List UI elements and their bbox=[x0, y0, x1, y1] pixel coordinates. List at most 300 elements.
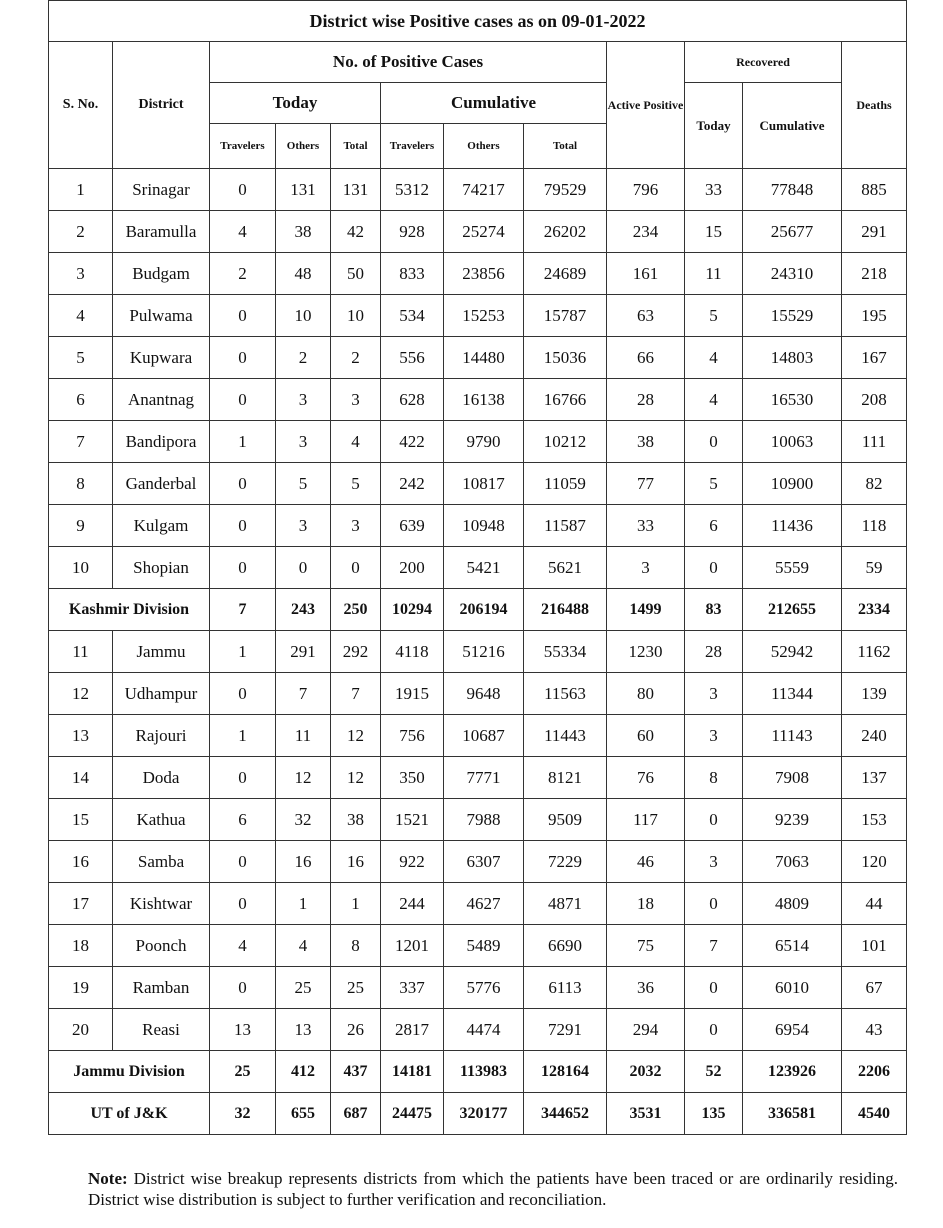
table-cell: 885 bbox=[842, 169, 907, 211]
header-district: District bbox=[113, 42, 210, 169]
table-cell: 28 bbox=[607, 379, 685, 421]
table-cell: 11436 bbox=[743, 505, 842, 547]
table-cell: 16138 bbox=[444, 379, 524, 421]
table-cell: 10063 bbox=[743, 421, 842, 463]
table-cell: 101 bbox=[842, 925, 907, 967]
table-cell: 82 bbox=[842, 463, 907, 505]
table-cell: 38 bbox=[607, 421, 685, 463]
table-cell: 687 bbox=[331, 1093, 381, 1135]
header-total: Total bbox=[331, 124, 381, 169]
table-cell: 1915 bbox=[381, 673, 444, 715]
table-cell: 83 bbox=[685, 589, 743, 631]
table-cell: 350 bbox=[381, 757, 444, 799]
table-cell: 77 bbox=[607, 463, 685, 505]
table-cell: 118 bbox=[842, 505, 907, 547]
table-cell: 128164 bbox=[524, 1051, 607, 1093]
table-cell: 25274 bbox=[444, 211, 524, 253]
table-cell: 437 bbox=[331, 1051, 381, 1093]
district-name: Bandipora bbox=[113, 421, 210, 463]
table-cell: 5776 bbox=[444, 967, 524, 1009]
table-cell: 120 bbox=[842, 841, 907, 883]
row-serial: 8 bbox=[49, 463, 113, 505]
table-cell: 137 bbox=[842, 757, 907, 799]
table-cell: 11143 bbox=[743, 715, 842, 757]
table-cell: 1 bbox=[210, 421, 276, 463]
row-serial: 9 bbox=[49, 505, 113, 547]
table-cell: 16766 bbox=[524, 379, 607, 421]
table-cell: 0 bbox=[210, 169, 276, 211]
table-cell: 0 bbox=[276, 547, 331, 589]
table-cell: 6514 bbox=[743, 925, 842, 967]
table-cell: 15787 bbox=[524, 295, 607, 337]
table-cell: 655 bbox=[276, 1093, 331, 1135]
table-cell: 7 bbox=[685, 925, 743, 967]
row-serial: 2 bbox=[49, 211, 113, 253]
table-cell: 10687 bbox=[444, 715, 524, 757]
table-cell: 243 bbox=[276, 589, 331, 631]
table-cell: 167 bbox=[842, 337, 907, 379]
table-cell: 131 bbox=[331, 169, 381, 211]
table-cell: 11563 bbox=[524, 673, 607, 715]
table-cell: 0 bbox=[210, 379, 276, 421]
header-others: Others bbox=[276, 124, 331, 169]
row-serial: 13 bbox=[49, 715, 113, 757]
table-cell: 16 bbox=[331, 841, 381, 883]
table-row bbox=[49, 211, 907, 253]
summary-label: UT of J&K bbox=[49, 1093, 210, 1135]
table-cell: 26202 bbox=[524, 211, 607, 253]
table-cell: 0 bbox=[210, 547, 276, 589]
summary-label: Jammu Division bbox=[49, 1051, 210, 1093]
table-cell: 24689 bbox=[524, 253, 607, 295]
header-travelers: Travelers bbox=[381, 124, 444, 169]
district-name: Kulgam bbox=[113, 505, 210, 547]
table-cell: 9648 bbox=[444, 673, 524, 715]
table-cell: 10294 bbox=[381, 589, 444, 631]
header-today: Today bbox=[210, 83, 381, 124]
table-body bbox=[49, 169, 907, 1135]
table-cell: 5421 bbox=[444, 547, 524, 589]
row-serial: 1 bbox=[49, 169, 113, 211]
table-cell: 6 bbox=[210, 799, 276, 841]
table-cell: 12 bbox=[331, 757, 381, 799]
table-cell: 6690 bbox=[524, 925, 607, 967]
header-rec-cumulative: Cumulative bbox=[743, 83, 842, 169]
note-label: Note: bbox=[88, 1169, 128, 1188]
district-name: Kupwara bbox=[113, 337, 210, 379]
table-cell: 628 bbox=[381, 379, 444, 421]
table-cell: 33 bbox=[607, 505, 685, 547]
table-cell: 5312 bbox=[381, 169, 444, 211]
table-cell: 25677 bbox=[743, 211, 842, 253]
summary-label: Kashmir Division bbox=[49, 589, 210, 631]
table-cell: 5 bbox=[276, 463, 331, 505]
header-positive: No. of Positive Cases bbox=[210, 42, 607, 83]
table-row bbox=[49, 505, 907, 547]
table-cell: 928 bbox=[381, 211, 444, 253]
table-cell: 2 bbox=[331, 337, 381, 379]
table-cell: 291 bbox=[276, 631, 331, 673]
table-row bbox=[49, 883, 907, 925]
table-cell: 294 bbox=[607, 1009, 685, 1051]
table-row bbox=[49, 673, 907, 715]
table-cell: 8 bbox=[685, 757, 743, 799]
table-cell: 1 bbox=[210, 715, 276, 757]
table-cell: 0 bbox=[210, 337, 276, 379]
table-cell: 11 bbox=[685, 253, 743, 295]
district-name: Kathua bbox=[113, 799, 210, 841]
table-cell: 50 bbox=[331, 253, 381, 295]
table-cell: 7 bbox=[331, 673, 381, 715]
table-cell: 3 bbox=[331, 505, 381, 547]
district-name: Ramban bbox=[113, 967, 210, 1009]
table-cell: 3 bbox=[331, 379, 381, 421]
table-cell: 2206 bbox=[842, 1051, 907, 1093]
cases-table bbox=[48, 0, 907, 1135]
table-cell: 1 bbox=[331, 883, 381, 925]
table-cell: 79529 bbox=[524, 169, 607, 211]
table-cell: 16530 bbox=[743, 379, 842, 421]
table-cell: 2032 bbox=[607, 1051, 685, 1093]
table-cell: 43 bbox=[842, 1009, 907, 1051]
footnote bbox=[88, 1168, 898, 1210]
table-cell: 4474 bbox=[444, 1009, 524, 1051]
row-serial: 4 bbox=[49, 295, 113, 337]
table-cell: 131 bbox=[276, 169, 331, 211]
table-cell: 4809 bbox=[743, 883, 842, 925]
table-cell: 12 bbox=[331, 715, 381, 757]
table-cell: 3 bbox=[276, 505, 331, 547]
table-row bbox=[49, 253, 907, 295]
table-cell: 412 bbox=[276, 1051, 331, 1093]
table-cell: 38 bbox=[331, 799, 381, 841]
table-cell: 32 bbox=[210, 1093, 276, 1135]
table-cell: 292 bbox=[331, 631, 381, 673]
table-cell: 0 bbox=[210, 505, 276, 547]
table-cell: 1162 bbox=[842, 631, 907, 673]
table-cell: 139 bbox=[842, 673, 907, 715]
table-cell: 4 bbox=[685, 337, 743, 379]
header-travelers: Travelers bbox=[210, 124, 276, 169]
table-cell: 10 bbox=[276, 295, 331, 337]
table-cell: 796 bbox=[607, 169, 685, 211]
row-serial: 5 bbox=[49, 337, 113, 379]
table-cell: 5 bbox=[331, 463, 381, 505]
table-cell: 0 bbox=[685, 1009, 743, 1051]
table-cell: 7229 bbox=[524, 841, 607, 883]
table-cell: 74217 bbox=[444, 169, 524, 211]
table-cell: 10900 bbox=[743, 463, 842, 505]
table-cell: 6307 bbox=[444, 841, 524, 883]
row-serial: 3 bbox=[49, 253, 113, 295]
table-cell: 8 bbox=[331, 925, 381, 967]
table-cell: 3 bbox=[685, 841, 743, 883]
header-others: Others bbox=[444, 124, 524, 169]
table-cell: 63 bbox=[607, 295, 685, 337]
table-row bbox=[49, 547, 907, 589]
table-cell: 7291 bbox=[524, 1009, 607, 1051]
table-cell: 0 bbox=[210, 463, 276, 505]
table-cell: 18 bbox=[607, 883, 685, 925]
district-name: Baramulla bbox=[113, 211, 210, 253]
table-cell: 0 bbox=[685, 799, 743, 841]
table-cell: 1499 bbox=[607, 589, 685, 631]
table-cell: 2817 bbox=[381, 1009, 444, 1051]
table-cell: 23856 bbox=[444, 253, 524, 295]
table-cell: 756 bbox=[381, 715, 444, 757]
table-cell: 422 bbox=[381, 421, 444, 463]
table-cell: 33 bbox=[685, 169, 743, 211]
table-cell: 11344 bbox=[743, 673, 842, 715]
table-cell: 0 bbox=[685, 883, 743, 925]
table-cell: 344652 bbox=[524, 1093, 607, 1135]
table-cell: 0 bbox=[210, 673, 276, 715]
table-cell: 1 bbox=[210, 631, 276, 673]
table-cell: 336581 bbox=[743, 1093, 842, 1135]
table-row bbox=[49, 337, 907, 379]
table-cell: 44 bbox=[842, 883, 907, 925]
table-cell: 2 bbox=[276, 337, 331, 379]
table-cell: 3 bbox=[276, 379, 331, 421]
table-cell: 16 bbox=[276, 841, 331, 883]
table-cell: 6113 bbox=[524, 967, 607, 1009]
table-cell: 14480 bbox=[444, 337, 524, 379]
district-name: Samba bbox=[113, 841, 210, 883]
table-cell: 0 bbox=[685, 421, 743, 463]
table-cell: 14181 bbox=[381, 1051, 444, 1093]
table-row bbox=[49, 463, 907, 505]
table-cell: 234 bbox=[607, 211, 685, 253]
table-cell: 8121 bbox=[524, 757, 607, 799]
table-cell: 4 bbox=[685, 379, 743, 421]
header-recovered: Recovered bbox=[685, 42, 842, 83]
row-serial: 6 bbox=[49, 379, 113, 421]
district-name: Anantnag bbox=[113, 379, 210, 421]
district-name: Doda bbox=[113, 757, 210, 799]
table-cell: 80 bbox=[607, 673, 685, 715]
district-name: Kishtwar bbox=[113, 883, 210, 925]
table-cell: 0 bbox=[210, 841, 276, 883]
table-cell: 25 bbox=[331, 967, 381, 1009]
table-cell: 15253 bbox=[444, 295, 524, 337]
table-cell: 75 bbox=[607, 925, 685, 967]
table-cell: 77848 bbox=[743, 169, 842, 211]
table-cell: 1 bbox=[276, 883, 331, 925]
header-sno: S. No. bbox=[49, 42, 113, 169]
table-cell: 76 bbox=[607, 757, 685, 799]
table-cell: 11 bbox=[276, 715, 331, 757]
table-cell: 55334 bbox=[524, 631, 607, 673]
table-cell: 9509 bbox=[524, 799, 607, 841]
row-serial: 19 bbox=[49, 967, 113, 1009]
table-cell: 0 bbox=[331, 547, 381, 589]
table-cell: 534 bbox=[381, 295, 444, 337]
table-cell: 161 bbox=[607, 253, 685, 295]
table-cell: 5 bbox=[685, 463, 743, 505]
table-cell: 250 bbox=[331, 589, 381, 631]
table-row bbox=[49, 799, 907, 841]
table-row bbox=[49, 841, 907, 883]
table-cell: 240 bbox=[842, 715, 907, 757]
table-cell: 1201 bbox=[381, 925, 444, 967]
table-cell: 15 bbox=[685, 211, 743, 253]
table-cell: 11443 bbox=[524, 715, 607, 757]
table-cell: 4627 bbox=[444, 883, 524, 925]
table-cell: 25 bbox=[210, 1051, 276, 1093]
table-cell: 32 bbox=[276, 799, 331, 841]
table-row bbox=[49, 421, 907, 463]
district-name: Shopian bbox=[113, 547, 210, 589]
table-row bbox=[49, 757, 907, 799]
table-cell: 2334 bbox=[842, 589, 907, 631]
table-cell: 7 bbox=[276, 673, 331, 715]
table-cell: 200 bbox=[381, 547, 444, 589]
table-cell: 5489 bbox=[444, 925, 524, 967]
table-cell: 42 bbox=[331, 211, 381, 253]
table-cell: 113983 bbox=[444, 1051, 524, 1093]
table-cell: 7771 bbox=[444, 757, 524, 799]
table-cell: 922 bbox=[381, 841, 444, 883]
table-cell: 1230 bbox=[607, 631, 685, 673]
header-rec-today: Today bbox=[685, 83, 743, 169]
table-cell: 7 bbox=[210, 589, 276, 631]
table-cell: 0 bbox=[685, 547, 743, 589]
table-row bbox=[49, 967, 907, 1009]
table-cell: 5 bbox=[685, 295, 743, 337]
row-serial: 15 bbox=[49, 799, 113, 841]
table-cell: 4 bbox=[210, 211, 276, 253]
table-cell: 111 bbox=[842, 421, 907, 463]
table-row bbox=[49, 925, 907, 967]
summary-row bbox=[49, 1051, 907, 1093]
row-serial: 12 bbox=[49, 673, 113, 715]
table-cell: 26 bbox=[331, 1009, 381, 1051]
district-name: Poonch bbox=[113, 925, 210, 967]
district-name: Budgam bbox=[113, 253, 210, 295]
table-cell: 48 bbox=[276, 253, 331, 295]
row-serial: 20 bbox=[49, 1009, 113, 1051]
header-total: Total bbox=[524, 124, 607, 169]
table-cell: 7063 bbox=[743, 841, 842, 883]
table-row bbox=[49, 379, 907, 421]
table-cell: 0 bbox=[685, 967, 743, 1009]
table-cell: 24475 bbox=[381, 1093, 444, 1135]
table-cell: 3 bbox=[607, 547, 685, 589]
table-cell: 9239 bbox=[743, 799, 842, 841]
table-row bbox=[49, 295, 907, 337]
table-cell: 12 bbox=[276, 757, 331, 799]
table-cell: 13 bbox=[276, 1009, 331, 1051]
table-cell: 10212 bbox=[524, 421, 607, 463]
table-cell: 4 bbox=[276, 925, 331, 967]
table-cell: 4871 bbox=[524, 883, 607, 925]
district-name: Srinagar bbox=[113, 169, 210, 211]
table-cell: 135 bbox=[685, 1093, 743, 1135]
table-cell: 24310 bbox=[743, 253, 842, 295]
table-cell: 212655 bbox=[743, 589, 842, 631]
header-cumulative: Cumulative bbox=[381, 83, 607, 124]
table-cell: 320177 bbox=[444, 1093, 524, 1135]
table-cell: 25 bbox=[276, 967, 331, 1009]
table-cell: 242 bbox=[381, 463, 444, 505]
table-title: District wise Positive cases as on 09-01-2022 bbox=[49, 1, 907, 42]
table-cell: 0 bbox=[210, 295, 276, 337]
table-cell: 5621 bbox=[524, 547, 607, 589]
table-cell: 2 bbox=[210, 253, 276, 295]
header-deaths: Deaths bbox=[842, 42, 907, 169]
district-name: Ganderbal bbox=[113, 463, 210, 505]
table-cell: 67 bbox=[842, 967, 907, 1009]
table-cell: 206194 bbox=[444, 589, 524, 631]
district-name: Udhampur bbox=[113, 673, 210, 715]
table-cell: 11059 bbox=[524, 463, 607, 505]
district-name: Pulwama bbox=[113, 295, 210, 337]
table-cell: 52942 bbox=[743, 631, 842, 673]
table-cell: 51216 bbox=[444, 631, 524, 673]
table-cell: 3 bbox=[685, 673, 743, 715]
table-cell: 11587 bbox=[524, 505, 607, 547]
table-cell: 10948 bbox=[444, 505, 524, 547]
table-cell: 244 bbox=[381, 883, 444, 925]
table-row bbox=[49, 715, 907, 757]
table-cell: 28 bbox=[685, 631, 743, 673]
table-cell: 9790 bbox=[444, 421, 524, 463]
table-cell: 291 bbox=[842, 211, 907, 253]
table-cell: 38 bbox=[276, 211, 331, 253]
table-cell: 52 bbox=[685, 1051, 743, 1093]
table-cell: 195 bbox=[842, 295, 907, 337]
table-cell: 218 bbox=[842, 253, 907, 295]
row-serial: 18 bbox=[49, 925, 113, 967]
table-cell: 153 bbox=[842, 799, 907, 841]
table-cell: 7908 bbox=[743, 757, 842, 799]
table-cell: 4540 bbox=[842, 1093, 907, 1135]
row-serial: 16 bbox=[49, 841, 113, 883]
district-name: Jammu bbox=[113, 631, 210, 673]
table-row bbox=[49, 1009, 907, 1051]
table-cell: 46 bbox=[607, 841, 685, 883]
table-cell: 4118 bbox=[381, 631, 444, 673]
table-cell: 36 bbox=[607, 967, 685, 1009]
table-cell: 0 bbox=[210, 883, 276, 925]
table-cell: 208 bbox=[842, 379, 907, 421]
table-cell: 0 bbox=[210, 757, 276, 799]
table-cell: 337 bbox=[381, 967, 444, 1009]
row-serial: 7 bbox=[49, 421, 113, 463]
row-serial: 14 bbox=[49, 757, 113, 799]
header-active: Active Positive bbox=[607, 42, 685, 169]
table-cell: 6 bbox=[685, 505, 743, 547]
table-cell: 60 bbox=[607, 715, 685, 757]
row-serial: 11 bbox=[49, 631, 113, 673]
table-row bbox=[49, 169, 907, 211]
table-row bbox=[49, 631, 907, 673]
table-cell: 3531 bbox=[607, 1093, 685, 1135]
table-cell: 3 bbox=[685, 715, 743, 757]
table-cell: 4 bbox=[210, 925, 276, 967]
district-name: Reasi bbox=[113, 1009, 210, 1051]
table-cell: 833 bbox=[381, 253, 444, 295]
table-cell: 10817 bbox=[444, 463, 524, 505]
table-cell: 216488 bbox=[524, 589, 607, 631]
table-cell: 123926 bbox=[743, 1051, 842, 1093]
table-cell: 4 bbox=[331, 421, 381, 463]
table-cell: 66 bbox=[607, 337, 685, 379]
table-cell: 15036 bbox=[524, 337, 607, 379]
table-cell: 59 bbox=[842, 547, 907, 589]
table-cell: 6010 bbox=[743, 967, 842, 1009]
row-serial: 17 bbox=[49, 883, 113, 925]
